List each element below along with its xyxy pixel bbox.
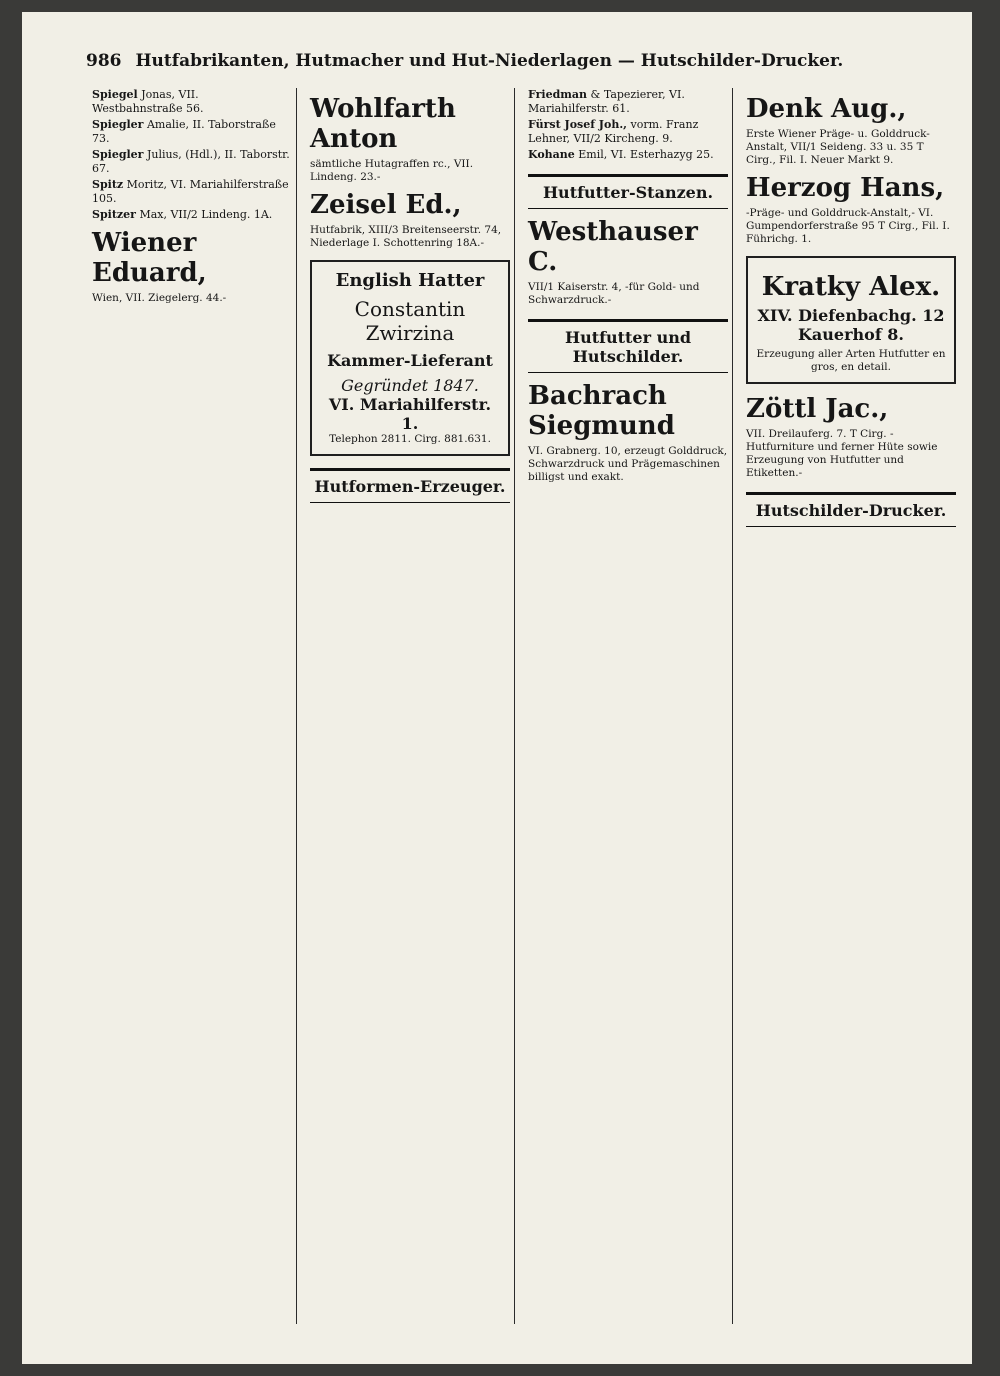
herzog-text: -Präge- und Golddruck-Anstalt,- VI. Gumpendorferstraße 95 T Cirg., Fil. I. Führichg. 1. [746, 207, 950, 245]
kratky-ad [746, 256, 956, 384]
column-1 [86, 88, 298, 1324]
english-hatter-title: English Hatter [335, 270, 485, 291]
entry-text: Julius, (Hdl.), II. Taborstr. 67. [92, 148, 290, 175]
english-hatter-ad [310, 260, 510, 456]
kratky-sub: Erzeugung aller Arten Hutfutter en gros, en detail. [756, 348, 946, 373]
entry-text: Moritz, VI. Mariahilferstraße 105. [92, 178, 289, 205]
entry-name: Spitz [92, 178, 124, 191]
kratky-text: XIV. Diefenbachg. 12 Kauerhof 8. [757, 306, 945, 344]
zeisel-text: Hutfabrik, XIII/3 Breitenseerstr. 74, Niederlage I. Schottenring 18A.- [310, 224, 502, 249]
kammer-lieferant: Kammer-Lieferant [327, 351, 493, 370]
list-item [92, 208, 292, 222]
page-title: Hutfabrikanten, Hutmacher und Hut-Niederlagen — Hutschilder-Drucker. [135, 51, 844, 71]
list-item [528, 118, 728, 146]
entry-text: & Tapezierer, VI. Mariahilferstr. 61. [528, 88, 685, 115]
phone: Telephon 2811. Cirg. 881.631. [329, 433, 491, 445]
list-item [92, 178, 292, 206]
list-item [92, 88, 292, 116]
entry-text: Emil, VI. Esterhazyg 25. [578, 148, 714, 161]
entry-text: Max, VII/2 Lindeng. 1A. [139, 208, 273, 221]
herzog-title: Herzog Hans, [746, 173, 945, 203]
list-item [92, 148, 292, 176]
list-item [528, 148, 728, 162]
westhauser-text: VII/1 Kaiserstr. 4, -für Gold- und Schwarzdruck.- [528, 281, 700, 306]
kratky-title: Kratky Alex. [761, 272, 941, 302]
section-hutformen: Hutformen-Erzeuger. [310, 468, 510, 503]
address: VI. Mariahilferstr. 1. [328, 395, 492, 433]
bachrach-text: VI. Grabnerg. 10, erzeugt Golddruck, Schwarzdruck und Prägemaschinen billigst und exakt. [528, 445, 728, 483]
page-number: 986 [86, 51, 122, 71]
wiener-line: Wien, VII. Ziegelerg. 44.- [92, 292, 227, 304]
column-2 [304, 88, 516, 1324]
entry-name: Spitzer [92, 208, 136, 221]
column-4 [740, 88, 962, 1324]
column-3 [522, 88, 734, 1324]
entry-name: Spiegel [92, 88, 138, 101]
entry-name: Friedman [528, 88, 588, 101]
constantin-name: Constantin Zwirzina [354, 297, 466, 345]
denk-text: Erste Wiener Präge- u. Golddruck-Anstalt, VII/1 Seideng. 33 u. 35 T Cirg., Fil. I. Neuer Markt 9. [746, 128, 930, 166]
westhauser-title: Westhauser C. [528, 217, 698, 277]
entry-text: Amalie, II. Taborstraße 73. [92, 118, 276, 145]
wohlfarth-title: Wohlfarth Anton [310, 94, 456, 154]
zoettl-text: VII. Dreilauferg. 7. T Cirg. -Hutfurniture und ferner Hüte sowie Erzeugung von Hutfutter und Etiketten.- [746, 428, 938, 479]
list-item [92, 118, 292, 146]
entry-name: Spiegler [92, 118, 144, 131]
wiener-title: Wiener Eduard, [92, 228, 207, 288]
page-header [86, 42, 936, 80]
entry-text: Jonas, VII. Westbahnstraße 56. [92, 88, 204, 115]
entry-name: Fürst Josef Joh., [528, 118, 628, 131]
denk-title: Denk Aug., [746, 94, 907, 124]
entry-name: Kohane [528, 148, 575, 161]
entry-text: vorm. Franz Lehner, VII/2 Kircheng. 9. [528, 118, 699, 145]
directory-page [22, 12, 972, 1364]
zeisel-title: Zeisel Ed., [310, 190, 462, 220]
zoettl-title: Zöttl Jac., [746, 394, 889, 424]
section-hutfutter-stanzen: Hutfutter-Stanzen. [528, 174, 728, 209]
wohlfarth-text: sämtliche Hutagraffen rc., VII. Lindeng. 23.- [310, 158, 474, 183]
section-hutschilder-drucker: Hutschilder-Drucker. [746, 492, 956, 527]
list-item [528, 88, 728, 116]
section-hutfutter-schilder: Hutfutter und Hutschilder. [528, 319, 728, 373]
bachrach-title: Bachrach Siegmund [528, 381, 675, 441]
entry-name: Spiegler [92, 148, 144, 161]
founded: Gegründet 1847. [341, 376, 479, 395]
